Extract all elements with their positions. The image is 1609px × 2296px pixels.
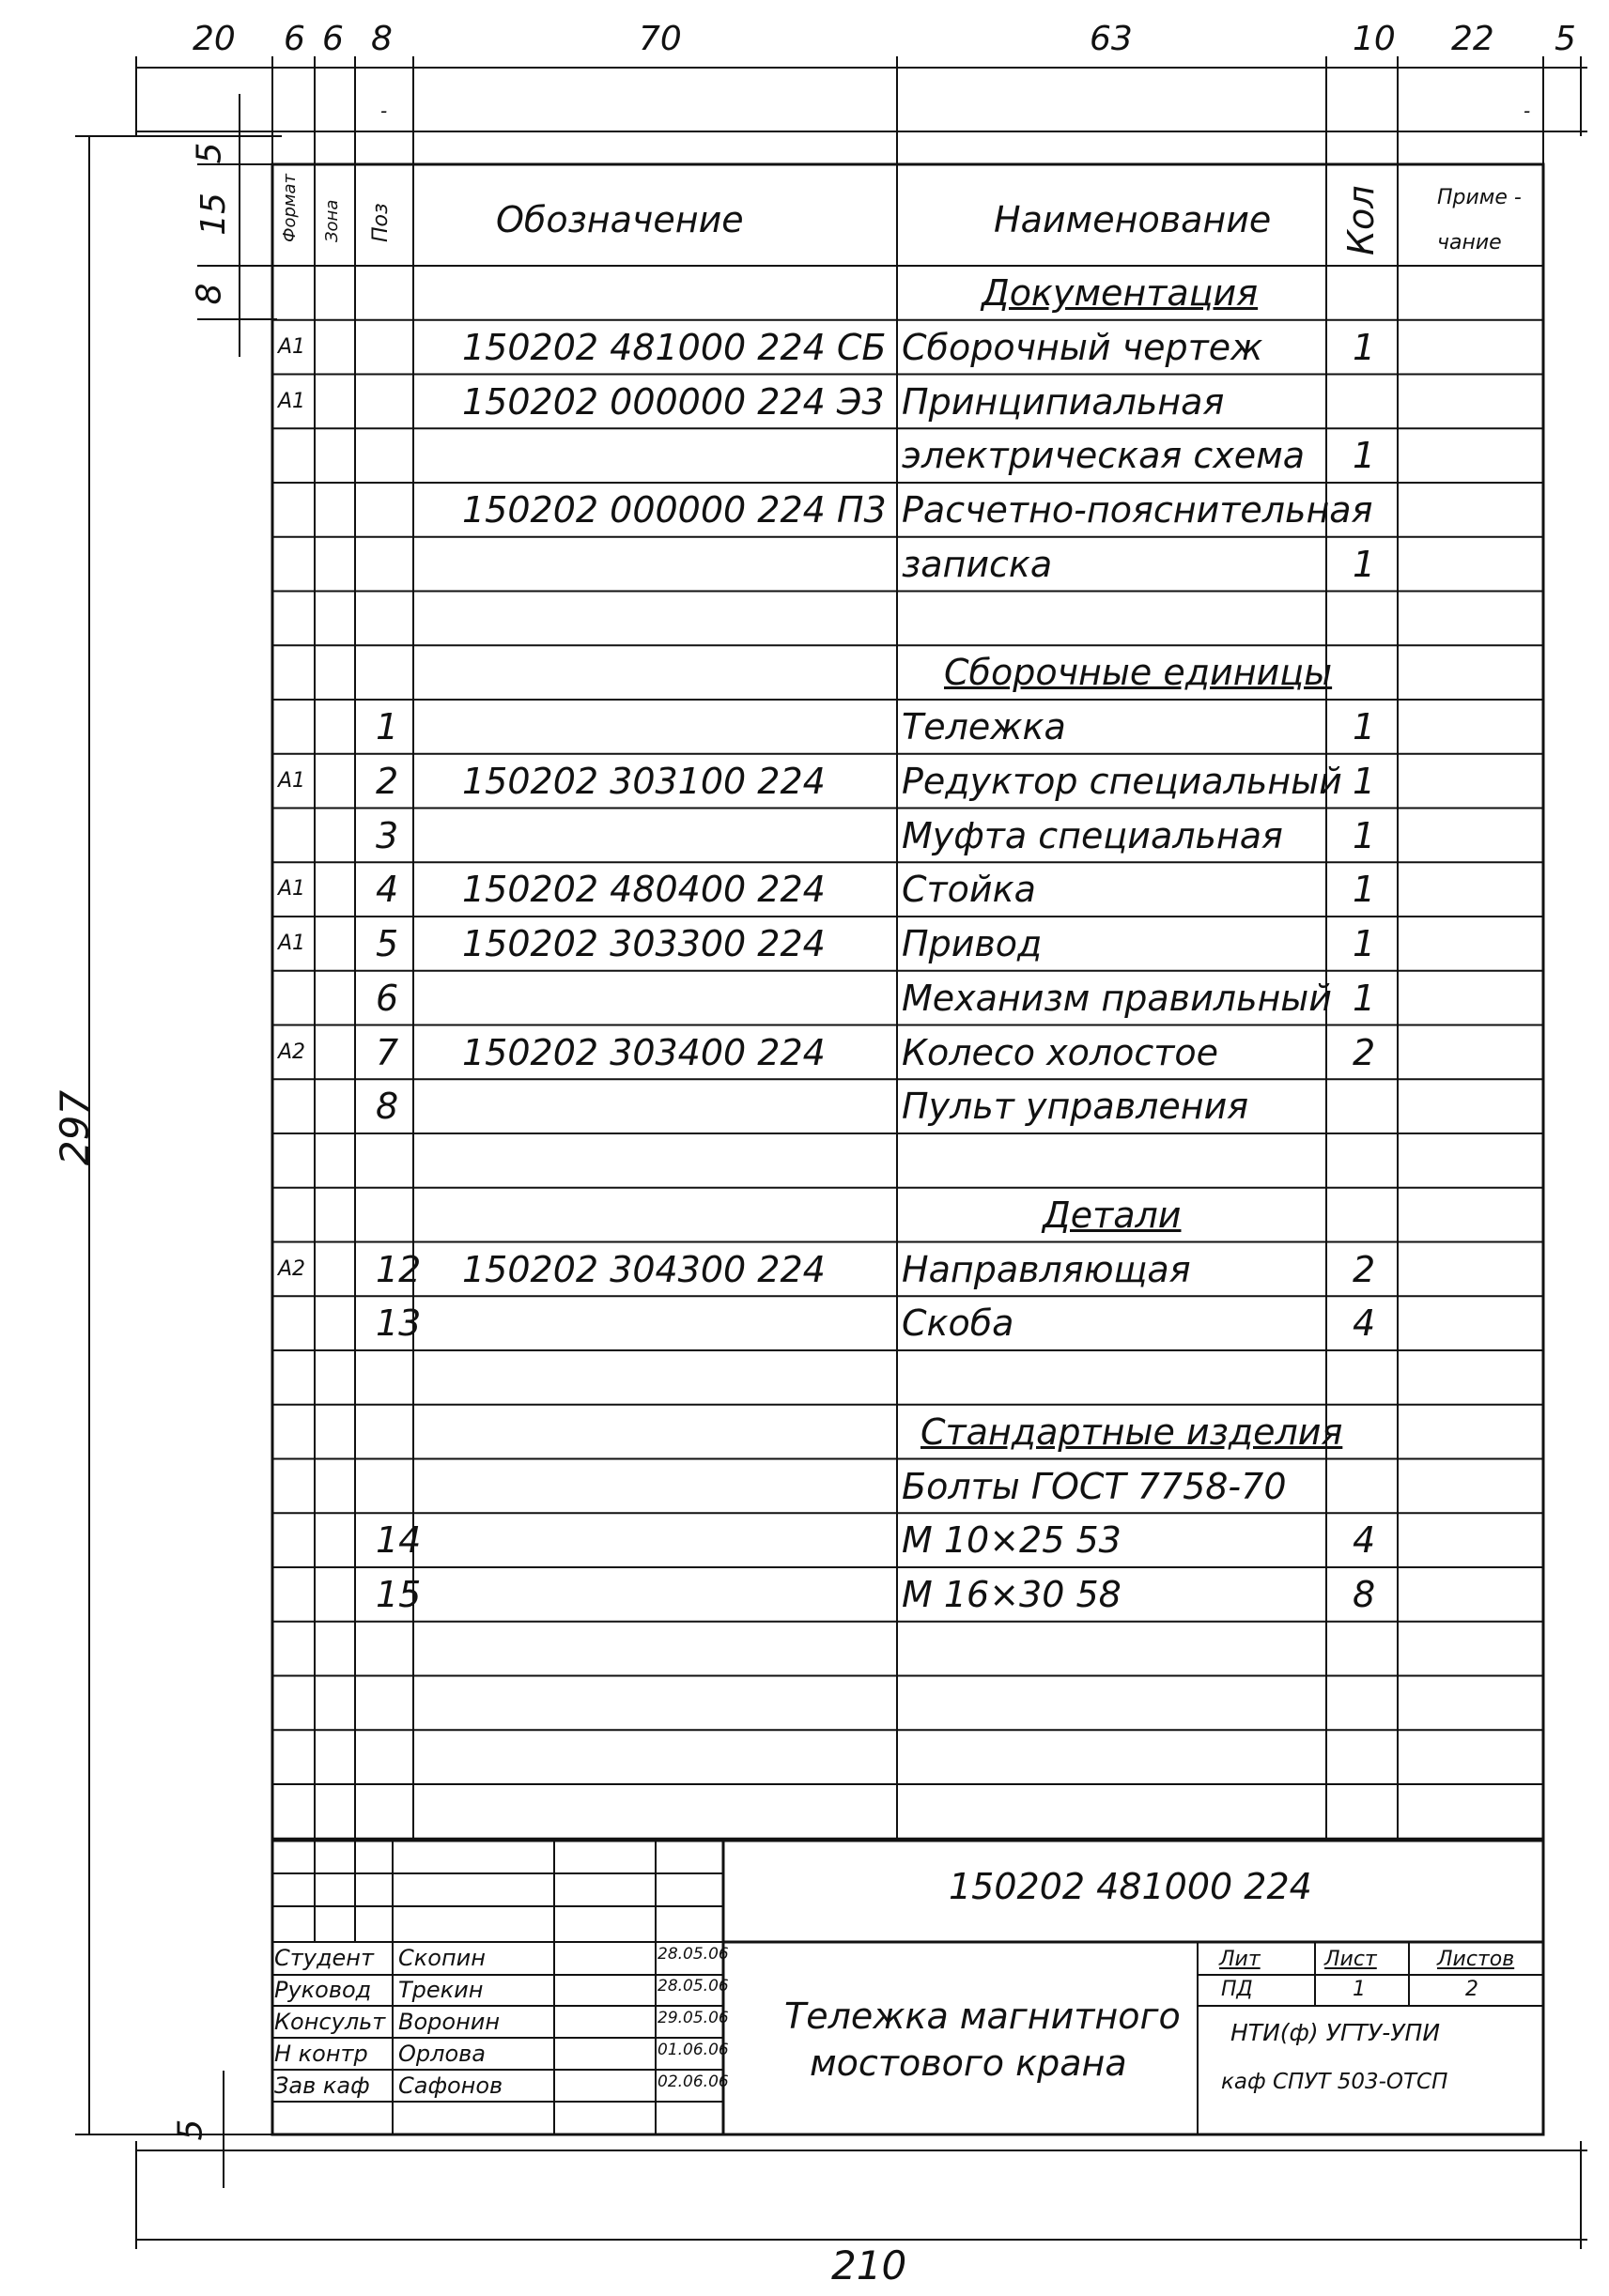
designation-cell: 150202 000000 224 Э3 xyxy=(462,380,885,423)
qty-cell: 1 xyxy=(1353,760,1376,802)
section-heading: Стандартные изделия xyxy=(921,1410,1343,1453)
dim-top-63: 63 xyxy=(1090,20,1133,58)
pos-cell: 3 xyxy=(376,814,399,856)
name-cell: М 16×30 58 xyxy=(902,1574,1122,1615)
lit-value: ПД xyxy=(1221,1978,1253,2001)
designation-cell: 150202 303400 224 xyxy=(462,1031,826,1073)
format-cell: А2 xyxy=(278,1256,306,1281)
header-pos: Поз xyxy=(369,203,393,242)
name-cell: Болты ГОСТ 7758-70 xyxy=(902,1465,1287,1507)
format-cell: А1 xyxy=(278,334,306,359)
format-cell: А1 xyxy=(278,389,306,413)
name-cell: электрическая схема xyxy=(902,435,1306,477)
format-cell: А2 xyxy=(278,1040,306,1064)
dim-top-tick-pos: - xyxy=(380,100,388,122)
dim-left-8: 8 xyxy=(190,283,229,305)
name-cell: Стойка xyxy=(902,869,1036,911)
pos-cell: 7 xyxy=(376,1031,399,1073)
section-heading: Сборочные единицы xyxy=(944,652,1333,694)
designation-cell: 150202 304300 224 xyxy=(462,1248,826,1290)
qty-cell: 2 xyxy=(1353,1248,1376,1290)
header-qty: Кол xyxy=(1340,185,1382,255)
name-cell: записка xyxy=(902,543,1053,585)
name-cell: Принципиальная xyxy=(902,380,1225,423)
header-format: Формат xyxy=(280,173,300,242)
name-cell: Расчетно-пояснительная xyxy=(902,489,1373,531)
pos-cell: 15 xyxy=(376,1574,422,1615)
qty-cell: 1 xyxy=(1353,977,1376,1019)
dim-left-15: 15 xyxy=(193,193,233,236)
signature-role: Зав каф xyxy=(274,2073,370,2099)
sheets-value: 2 xyxy=(1465,1978,1478,2001)
qty-cell: 4 xyxy=(1353,1519,1376,1562)
title-line2: мостового крана xyxy=(810,2042,1127,2084)
name-cell: Колесо холостое xyxy=(902,1031,1219,1073)
header-name: Наименование xyxy=(994,199,1272,240)
dim-height-297: 297 xyxy=(52,1089,99,1166)
signature-name: Трекин xyxy=(398,1977,484,2003)
section-heading: Детали xyxy=(1043,1194,1182,1236)
pos-cell: 2 xyxy=(376,760,399,802)
dim-top-tick-note: - xyxy=(1524,100,1531,122)
signature-name: Воронин xyxy=(398,2009,501,2035)
dim-left-5: 5 xyxy=(190,142,229,164)
title-line1: Тележка магнитного xyxy=(784,1996,1181,2037)
sheet-value: 1 xyxy=(1353,1978,1366,2001)
dim-top-5: 5 xyxy=(1555,20,1576,58)
dim-width-210: 210 xyxy=(831,2242,907,2288)
qty-cell: 1 xyxy=(1353,326,1376,368)
qty-cell: 1 xyxy=(1353,543,1376,585)
pos-cell: 8 xyxy=(376,1086,399,1128)
designation-cell: 150202 303300 224 xyxy=(462,923,826,964)
pos-cell: 4 xyxy=(376,869,399,911)
dim-top-20: 20 xyxy=(193,20,236,58)
header-zone: Зона xyxy=(322,199,342,242)
doc-code: 150202 481000 224 xyxy=(949,1866,1312,1907)
header-note-line2: чание xyxy=(1437,231,1502,254)
dim-top-70: 70 xyxy=(639,20,682,58)
pos-cell: 5 xyxy=(376,923,399,964)
pos-cell: 1 xyxy=(376,706,399,747)
qty-cell: 4 xyxy=(1353,1302,1376,1345)
name-cell: Привод xyxy=(902,923,1043,964)
format-cell: А1 xyxy=(278,877,306,901)
format-cell: А1 xyxy=(278,768,306,793)
qty-cell: 1 xyxy=(1353,435,1376,477)
name-cell: Скоба xyxy=(902,1302,1014,1345)
qty-cell: 1 xyxy=(1353,814,1376,856)
name-cell: М 10×25 53 xyxy=(902,1519,1122,1562)
designation-cell: 150202 000000 224 П3 xyxy=(462,489,887,531)
format-cell: А1 xyxy=(278,932,306,955)
dim-top-6a: 6 xyxy=(284,20,305,58)
signature-date: 29.05.06 xyxy=(658,2009,729,2027)
signature-date: 28.05.06 xyxy=(658,1945,729,1964)
signature-name: Орлова xyxy=(398,2041,486,2067)
signature-date: 01.06.06 xyxy=(658,2041,729,2059)
pos-cell: 13 xyxy=(376,1302,422,1345)
section-heading: Документация xyxy=(982,272,1259,314)
name-cell: Муфта специальная xyxy=(902,814,1283,856)
signature-role: Консульт xyxy=(274,2009,386,2035)
pos-cell: 6 xyxy=(376,977,399,1019)
qty-cell: 2 xyxy=(1353,1031,1376,1073)
name-cell: Направляющая xyxy=(902,1248,1191,1290)
signature-role: Н контр xyxy=(274,2041,368,2067)
signature-name: Скопин xyxy=(398,1945,486,1971)
name-cell: Редуктор специальный xyxy=(902,760,1342,802)
sheets-label: Листов xyxy=(1437,1948,1515,1971)
org-line2: каф СПУТ 503-ОТСП xyxy=(1221,2070,1448,2094)
name-cell: Сборочный чертеж xyxy=(902,326,1263,368)
dim-top-8: 8 xyxy=(371,20,393,58)
dim-top-10: 10 xyxy=(1353,20,1396,58)
signature-date: 28.05.06 xyxy=(658,1977,729,1996)
qty-cell: 1 xyxy=(1353,706,1376,747)
org-line1: НТИ(ф) УГТУ-УПИ xyxy=(1230,2019,1441,2046)
designation-cell: 150202 481000 224 СБ xyxy=(462,326,887,368)
dim-top-6b: 6 xyxy=(322,20,344,58)
qty-cell: 1 xyxy=(1353,923,1376,964)
signature-date: 02.06.06 xyxy=(658,2073,729,2091)
qty-cell: 1 xyxy=(1353,869,1376,911)
qty-cell: 8 xyxy=(1353,1574,1376,1615)
pos-cell: 12 xyxy=(376,1248,422,1290)
dim-bottom-5: 5 xyxy=(171,2119,210,2141)
pos-cell: 14 xyxy=(376,1519,422,1562)
name-cell: Механизм правильный xyxy=(902,977,1333,1019)
header-designation: Обозначение xyxy=(496,199,744,240)
name-cell: Пульт управления xyxy=(902,1086,1249,1128)
header-note-line1: Приме - xyxy=(1437,186,1522,209)
signature-role: Студент xyxy=(274,1945,374,1971)
dim-top-22: 22 xyxy=(1451,20,1494,58)
signature-name: Сафонов xyxy=(398,2073,503,2099)
name-cell: Тележка xyxy=(902,706,1066,747)
designation-cell: 150202 480400 224 xyxy=(462,869,826,911)
lit-label: Лит xyxy=(1219,1948,1261,1971)
designation-cell: 150202 303100 224 xyxy=(462,760,826,802)
signature-role: Руковод xyxy=(274,1977,372,2003)
sheet-label: Лист xyxy=(1324,1948,1377,1971)
